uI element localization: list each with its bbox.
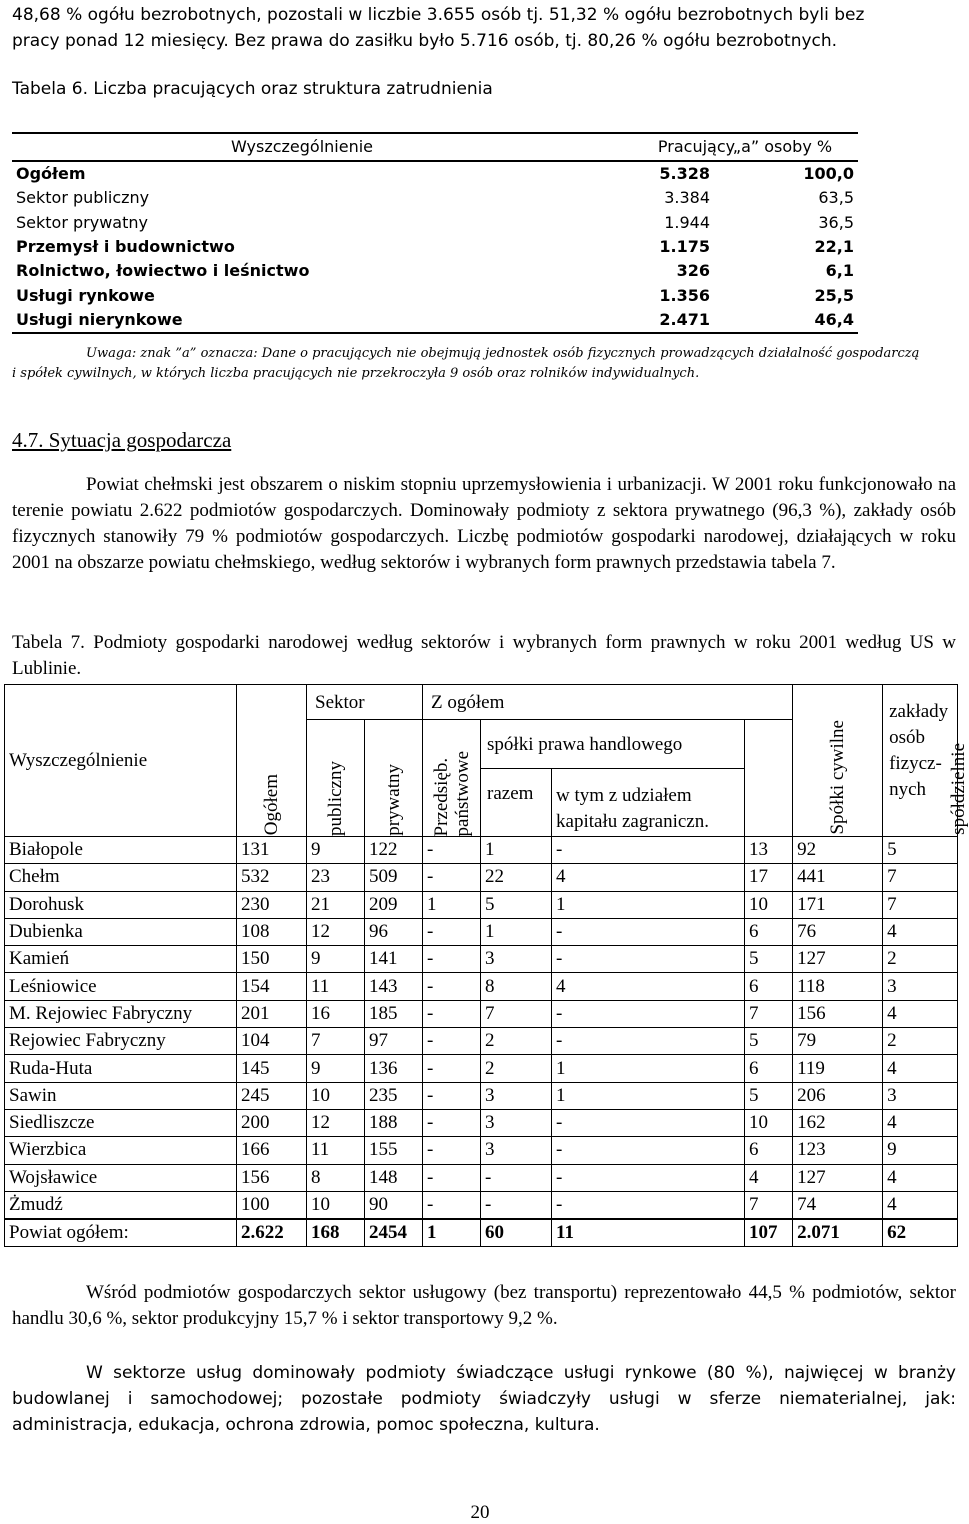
table7-caption: Tabela 7. Podmioty gospodarki narodowej według sektorów i wybranych form prawnych w roku 2001 według US w Lublinie. <box>12 632 956 679</box>
table7-cell: 3 <box>883 973 958 1000</box>
table7-cell: - <box>552 946 745 973</box>
table7-cell: 188 <box>365 1109 423 1136</box>
table7-cell: 2 <box>481 1028 552 1055</box>
table6-row-label: Rolnictwo, łowiectwo i leśnictwo <box>16 261 310 281</box>
table7-cell: 4 <box>883 1191 958 1219</box>
table7-cell: 141 <box>365 946 423 973</box>
table6-row <box>12 186 858 210</box>
table7-head-przedsieb: Przedsięb. państwowe <box>423 720 481 837</box>
table7-cell: 9 <box>883 1137 958 1164</box>
table7-cell: 1 <box>481 837 552 864</box>
table7-total-cell: 60 <box>481 1219 552 1247</box>
table7-cell: 156 <box>237 1164 307 1191</box>
table7-total-cell: 168 <box>307 1219 365 1247</box>
table7-cell: 23 <box>307 864 365 891</box>
table7-cell: 4 <box>883 918 958 945</box>
table7-cell: 92 <box>793 837 883 864</box>
table6-note-line-1: Uwaga: znak ”a” oznacza: Dane o pracujących nie obejmują jednostek osób fizycznych prowadzących działalność gospodarczą <box>86 346 920 361</box>
table7-cell: - <box>423 837 481 864</box>
table7-cell: 13 <box>745 837 793 864</box>
table7-cell: 4 <box>745 1164 793 1191</box>
table7-cell: 127 <box>793 946 883 973</box>
table7-cell: 230 <box>237 891 307 918</box>
table7-cell: - <box>423 1000 481 1027</box>
table7-cell: 8 <box>307 1164 365 1191</box>
table7-cell: 206 <box>793 1082 883 1109</box>
table7-total-row <box>5 1219 958 1247</box>
table7-head-prywatny: prywatny <box>365 720 423 837</box>
table7-cell: 6 <box>745 1055 793 1082</box>
table7-row-label: Rejowiec Fabryczny <box>5 1028 237 1055</box>
table7-cell: 131 <box>237 837 307 864</box>
table7-row <box>5 1137 958 1164</box>
table7-total-cell: 1 <box>423 1219 481 1247</box>
table7-cell: 12 <box>307 1109 365 1136</box>
table6-row-label: Usługi rynkowe <box>16 285 155 305</box>
table7-row <box>5 946 958 973</box>
table7-cell: 4 <box>552 973 745 1000</box>
table7-cell: 3 <box>883 1082 958 1109</box>
table7-cell: 3 <box>481 1082 552 1109</box>
table7-head-razem: razem <box>481 769 552 837</box>
table7-cell: 1 <box>552 891 745 918</box>
table7-cell: 7 <box>481 1000 552 1027</box>
table7-row <box>5 891 958 918</box>
table7-cell: 100 <box>237 1191 307 1219</box>
table6-row-persons: 3.384 <box>664 188 710 208</box>
table7-row-label: Dubienka <box>5 918 237 945</box>
table7-head-ogolem: Ogółem <box>237 685 307 837</box>
table7-cell: 7 <box>745 1191 793 1219</box>
table6-row-persons: 1.356 <box>659 285 710 305</box>
table7-row-label: Leśniowice <box>5 973 237 1000</box>
table7-row-label: Chełm <box>5 864 237 891</box>
services-paragraph-2: W sektorze usług dominowały podmioty świadczące usługi rynkowe (80 %), najwięcej w branży budowlanej i samochodowej; pozostałe podmioty świadczyły usługi w sferze niematerialnej, jak: administracja, edukacja, ochrona zdrowia, pomoc społeczna, kultura. <box>12 1363 956 1435</box>
table7-cell: - <box>552 1000 745 1027</box>
table7-cell: 21 <box>307 891 365 918</box>
table7-total-cell: 2.622 <box>237 1219 307 1247</box>
table7-cell: 1 <box>423 891 481 918</box>
table7-row-label: Siedliszcze <box>5 1109 237 1136</box>
table7-row-label: Wierzbica <box>5 1137 237 1164</box>
table6-row-label: Sektor publiczny <box>16 188 150 208</box>
table7-cell: 6 <box>745 918 793 945</box>
table7-cell: 3 <box>481 1137 552 1164</box>
table7-cell: 171 <box>793 891 883 918</box>
services-paragraph-1: Wśród podmiotów gospodarczych sektor usługowy (bez transportu) reprezentowało 44,5 % podmiotów, sektor handlu 30,6 %, sektor produkcyjny 15,7 % i sektor transportowy 9,2 %. <box>12 1282 956 1329</box>
table7-cell: 8 <box>481 973 552 1000</box>
table6-caption: Tabela 6. Liczba pracujących oraz struktura zatrudnienia <box>12 79 493 99</box>
table6-row-persons: 5.328 <box>659 164 710 184</box>
table7-cell: 136 <box>365 1055 423 1082</box>
table7-cell: - <box>552 918 745 945</box>
table7-cell: 4 <box>883 1164 958 1191</box>
table7-cell: 201 <box>237 1000 307 1027</box>
table7-cell: 5 <box>883 837 958 864</box>
table7-cell: - <box>423 1164 481 1191</box>
table7-cell: 5 <box>481 891 552 918</box>
table6-row-persons: 326 <box>676 261 710 281</box>
table7-cell: 2 <box>883 946 958 973</box>
table6-row-persons: 1.944 <box>664 212 710 232</box>
table6-row-label: Ogółem <box>16 164 86 184</box>
table6-row-pct: 6,1 <box>825 261 854 281</box>
table7-cell: 10 <box>307 1191 365 1219</box>
table7-cell: 5 <box>745 946 793 973</box>
table7-total-cell: 62 <box>883 1219 958 1247</box>
table7-cell: - <box>552 1164 745 1191</box>
table7-row-label: Dorohusk <box>5 891 237 918</box>
table7-row <box>5 1109 958 1136</box>
table7-row <box>5 1164 958 1191</box>
table7-cell: 90 <box>365 1191 423 1219</box>
table7-cell: - <box>423 973 481 1000</box>
table7-row-label: M. Rejowiec Fabryczny <box>5 1000 237 1027</box>
table7-cell: 10 <box>745 1109 793 1136</box>
table7-cell: 127 <box>793 1164 883 1191</box>
table7-row <box>5 1191 958 1219</box>
table7-cell: - <box>423 1109 481 1136</box>
table6-note <box>12 344 958 384</box>
table6 <box>12 132 858 334</box>
table7-total-cell: 11 <box>552 1219 745 1247</box>
table7-header-row-1: Wyszczególnienie Ogółem Sektor Z ogółem Spółki cywilne zakłady osób fizycz-nych spółdzielnie <box>5 685 958 720</box>
table7-cell: 532 <box>237 864 307 891</box>
table7-cell: 104 <box>237 1028 307 1055</box>
table7-head-publiczny: publiczny <box>307 720 365 837</box>
table7-cell: 22 <box>481 864 552 891</box>
table7-cell: 2 <box>883 1028 958 1055</box>
table7-cell: - <box>552 837 745 864</box>
table7-cell: 108 <box>237 918 307 945</box>
table6-row-pct: 25,5 <box>814 285 854 305</box>
table7-row <box>5 837 958 864</box>
table7-head-zagraniczny: w tym z udziałem kapitału zagraniczn. <box>552 769 745 837</box>
table7-cell: 16 <box>307 1000 365 1027</box>
table7-cell: 235 <box>365 1082 423 1109</box>
table7-cell: 154 <box>237 973 307 1000</box>
table7-cell: 166 <box>237 1137 307 1164</box>
page-number: 20 <box>470 1502 490 1523</box>
table7-cell: 2 <box>481 1055 552 1082</box>
table7-cell: 150 <box>237 946 307 973</box>
table7-cell: - <box>423 946 481 973</box>
table6-row-label: Sektor prywatny <box>16 212 148 232</box>
table7-row <box>5 1055 958 1082</box>
table7-cell: 9 <box>307 837 365 864</box>
section-heading: 4.7. Sytuacja gospodarcza <box>12 428 232 452</box>
table7-cell: - <box>423 1028 481 1055</box>
table7-row-label: Żmudź <box>5 1191 237 1219</box>
table7-row <box>5 918 958 945</box>
table7-cell: 17 <box>745 864 793 891</box>
table7-cell: 9 <box>307 946 365 973</box>
table6-row-label: Usługi nierynkowe <box>12 308 556 333</box>
table7-cell: - <box>423 1191 481 1219</box>
table7-row <box>5 864 958 891</box>
table7-row-label: Białopole <box>5 837 237 864</box>
table7-cell: 7 <box>883 864 958 891</box>
table7-cell: 3 <box>481 1109 552 1136</box>
table7-head-z-ogolem: Z ogółem <box>423 685 793 720</box>
table7-cell: 4 <box>552 864 745 891</box>
table7-cell: 143 <box>365 973 423 1000</box>
table7-cell: 76 <box>793 918 883 945</box>
table6-row-pct: 100,0 <box>803 164 854 184</box>
table7-row-label: Wojsławice <box>5 1164 237 1191</box>
table7-cell: 1 <box>552 1082 745 1109</box>
table6-col-head2: Pracujący„a” osoby % <box>556 133 858 161</box>
table7-row <box>5 1082 958 1109</box>
table7-total-cell: 107 <box>745 1219 793 1247</box>
table6-row <box>12 259 858 283</box>
table7-head-zaklady: zakłady osób fizycz-nych <box>883 685 958 837</box>
table7-row-label: Ruda-Huta <box>5 1055 237 1082</box>
table7-cell: 509 <box>365 864 423 891</box>
table6-row-persons: 2.471 <box>556 308 710 333</box>
table6-row <box>12 235 858 259</box>
table7-cell: - <box>552 1109 745 1136</box>
intro-line-1: 48,68 % ogółu bezrobotnych, pozostali w liczbie 3.655 osób tj. 51,32 % ogółu bezrobotnych byli bez <box>12 5 865 25</box>
table7-cell: 441 <box>793 864 883 891</box>
table7-row-label: Sawin <box>5 1082 237 1109</box>
table7-cell: 11 <box>307 1137 365 1164</box>
intro-text <box>12 2 958 54</box>
table7-row-label: Kamień <box>5 946 237 973</box>
table7-total-cell: 2.071 <box>793 1219 883 1247</box>
section-paragraph: Powiat chełmski jest obszarem o niskim stopniu uprzemysłowienia i urbanizacji. W 2001 roku funkcjonowało na terenie powiatu 2.622 podmiotów gospodarczych. Dominowały podmioty z sektora prywatnego (96,3 %), zakłady osób fizycznych stanowiły 79 % podmiotów gospodarczych. Liczbę podmiotów gospodarki narodowej, działających w roku 2001 na obszarze powiatu chełmskiego, według sektorów i wybranych form prawnych przedstawia tabela 7. <box>12 474 956 573</box>
table7-cell: 1 <box>481 918 552 945</box>
table7-cell: 1 <box>552 1055 745 1082</box>
table6-col-head: Wyszczególnienie <box>12 133 556 161</box>
table7-head-spolki-handlowe: spółki prawa handlowego <box>481 720 745 769</box>
table6-row-label: Przemysł i budownictwo <box>16 237 235 257</box>
table7-cell: 122 <box>365 837 423 864</box>
intro-line-2: pracy ponad 12 miesięcy. Bez prawa do zasiłku było 5.716 osób, tj. 80,26 % ogółu bezrobotnych. <box>12 31 838 51</box>
table7-cell: - <box>423 1137 481 1164</box>
table7-cell: - <box>552 1028 745 1055</box>
table7-cell: 4 <box>883 1109 958 1136</box>
table7-cell: 123 <box>793 1137 883 1164</box>
table7-cell: - <box>552 1137 745 1164</box>
table7-head-wyszczegolnienie: Wyszczególnienie <box>5 685 237 837</box>
table7-cell: 79 <box>793 1028 883 1055</box>
table7-cell: 148 <box>365 1164 423 1191</box>
table6-row-pct: 46,4 <box>710 308 858 333</box>
table7-cell: 7 <box>883 891 958 918</box>
table7-cell: 11 <box>307 973 365 1000</box>
table7-cell: 96 <box>365 918 423 945</box>
table7-cell: 4 <box>883 1055 958 1082</box>
table7-cell: 145 <box>237 1055 307 1082</box>
table7-cell: 10 <box>307 1082 365 1109</box>
table7-cell: - <box>481 1164 552 1191</box>
table7-cell: - <box>423 864 481 891</box>
table7-cell: - <box>423 1055 481 1082</box>
table7-row <box>5 1028 958 1055</box>
table7-cell: 6 <box>745 1137 793 1164</box>
table6-note-line-2: i spółek cywilnych, w których liczba pracujących nie przekroczyła 9 osób oraz rolników indywidualnych. <box>12 366 700 381</box>
table7-cell: 209 <box>365 891 423 918</box>
table6-row-pct: 36,5 <box>818 212 854 232</box>
table7-cell: 74 <box>793 1191 883 1219</box>
table6-row <box>12 283 858 307</box>
table7-cell: - <box>423 1082 481 1109</box>
table7 <box>4 684 969 1247</box>
table7-cell: 6 <box>745 973 793 1000</box>
table6-row-persons: 1.175 <box>659 237 710 257</box>
table7-cell: 119 <box>793 1055 883 1082</box>
table7-cell: 162 <box>793 1109 883 1136</box>
table7-total-cell: 2454 <box>365 1219 423 1247</box>
table7-cell: 12 <box>307 918 365 945</box>
table7-cell: 245 <box>237 1082 307 1109</box>
table7-cell: 3 <box>481 946 552 973</box>
table7-cell: 155 <box>365 1137 423 1164</box>
table7-total-label: Powiat ogółem: <box>5 1219 237 1247</box>
table7-cell: 200 <box>237 1109 307 1136</box>
table7-cell: 118 <box>793 973 883 1000</box>
table7-cell: 7 <box>745 1000 793 1027</box>
table7-row <box>5 1000 958 1027</box>
table6-row <box>12 211 858 235</box>
table7-cell: - <box>423 918 481 945</box>
table7-row <box>5 973 958 1000</box>
table7-cell: - <box>552 1191 745 1219</box>
table7-head-sektor: Sektor <box>307 685 423 720</box>
table7-cell: 156 <box>793 1000 883 1027</box>
table6-row <box>12 308 858 333</box>
table7-cell: 10 <box>745 891 793 918</box>
table6-row-pct: 63,5 <box>818 188 854 208</box>
table7-cell: 5 <box>745 1082 793 1109</box>
table7-head-spolki-cywilne: Spółki cywilne <box>793 685 883 837</box>
table7-cell: 4 <box>883 1000 958 1027</box>
table6-header <box>12 133 858 161</box>
table7-cell: 185 <box>365 1000 423 1027</box>
table7-cell: - <box>481 1191 552 1219</box>
table6-row <box>12 161 858 186</box>
table7-cell: 5 <box>745 1028 793 1055</box>
table7-cell: 9 <box>307 1055 365 1082</box>
table7-cell: 97 <box>365 1028 423 1055</box>
table6-row-pct: 22,1 <box>814 237 854 257</box>
table7-cell: 7 <box>307 1028 365 1055</box>
